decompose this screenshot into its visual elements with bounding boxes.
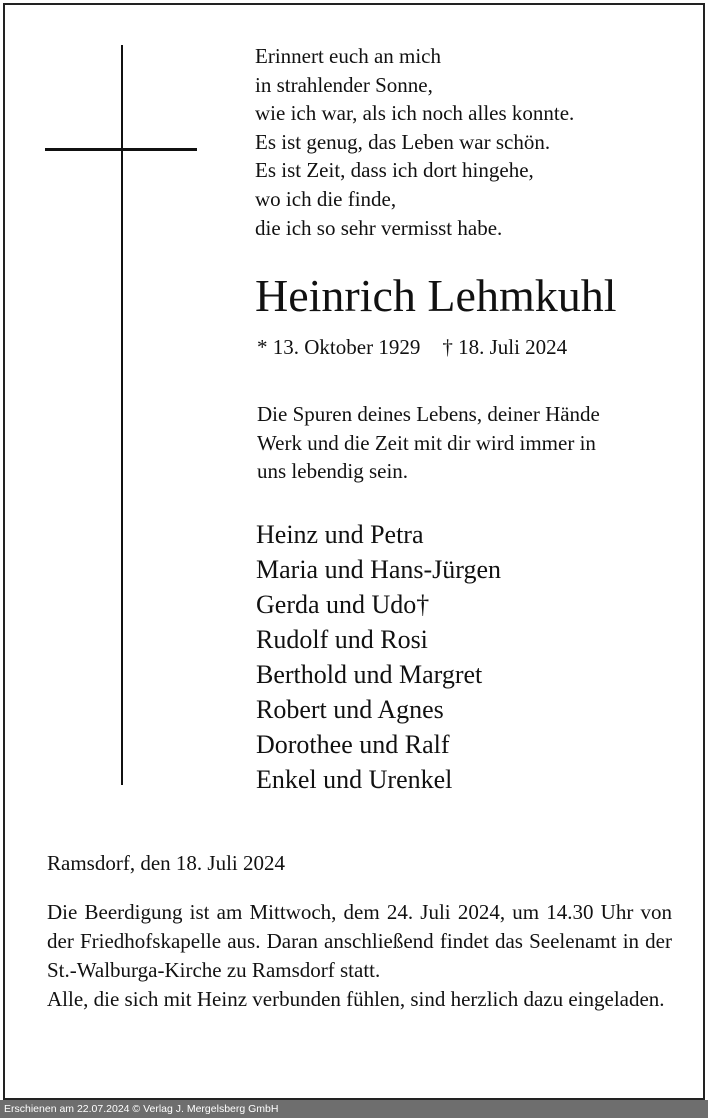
mourners-list xyxy=(256,517,501,797)
funeral-details: Die Beerdigung ist am Mittwoch, dem 24. Juli 2024, um 14.30 Uhr von der Friedhofskapelle aus. Daran anschließend findet das Seelenamt in der St.-Walburga-Kirche zu Ramsdorf statt. xyxy=(47,900,672,982)
poem-line: in strahlender Sonne, xyxy=(255,72,433,97)
publication-footer: Erschienen am 22.07.2024 © Verlag J. Mergelsberg GmbH xyxy=(0,1100,708,1118)
memorial-quote xyxy=(257,400,600,486)
quote-line: Werk und die Zeit mit dir wird immer in xyxy=(257,430,596,455)
cross-icon-horizontal-bar xyxy=(45,148,197,151)
poem-line: wo ich die finde, xyxy=(255,186,397,211)
death-date: † 18. Juli 2024 xyxy=(442,335,568,359)
mourner-entry: Heinz und Petra xyxy=(256,520,424,549)
quote-line: uns lebendig sein. xyxy=(257,459,409,483)
deceased-name: Heinrich Lehmkuhl xyxy=(255,270,617,321)
poem-line: wie ich war, als ich noch alles konnte. xyxy=(255,101,575,126)
obituary-notice xyxy=(3,3,705,1100)
poem-line: Es ist genug, das Leben war schön. xyxy=(255,129,551,154)
mourner-entry: Berthold und Margret xyxy=(256,660,483,689)
funeral-announcement xyxy=(47,898,672,1014)
poem xyxy=(255,42,574,242)
invitation: Alle, die sich mit Heinz verbunden fühlen, sind herzlich dazu eingeladen. xyxy=(47,987,665,1011)
life-dates xyxy=(257,333,567,361)
place-and-date: Ramsdorf, den 18. Juli 2024 xyxy=(47,851,285,875)
mourner-entry: Gerda und Udo† xyxy=(256,590,430,619)
mourner-entry: Robert und Agnes xyxy=(256,695,444,724)
mourner-entry: Enkel und Urenkel xyxy=(256,765,453,794)
poem-line: die ich so sehr vermisst habe. xyxy=(255,215,503,240)
mourner-entry: Rudolf und Rosi xyxy=(256,625,428,654)
mourner-entry: Maria und Hans-Jürgen xyxy=(256,555,502,584)
poem-line: Erinnert euch an mich xyxy=(255,44,442,68)
birth-date: * 13. Oktober 1929 xyxy=(257,335,421,359)
quote-line: Die Spuren deines Lebens, deiner Hände xyxy=(257,402,600,426)
mourner-entry: Dorothee und Ralf xyxy=(256,730,450,759)
cross-icon-vertical-bar xyxy=(121,45,123,785)
poem-line: Es ist Zeit, dass ich dort hingehe, xyxy=(255,158,534,183)
